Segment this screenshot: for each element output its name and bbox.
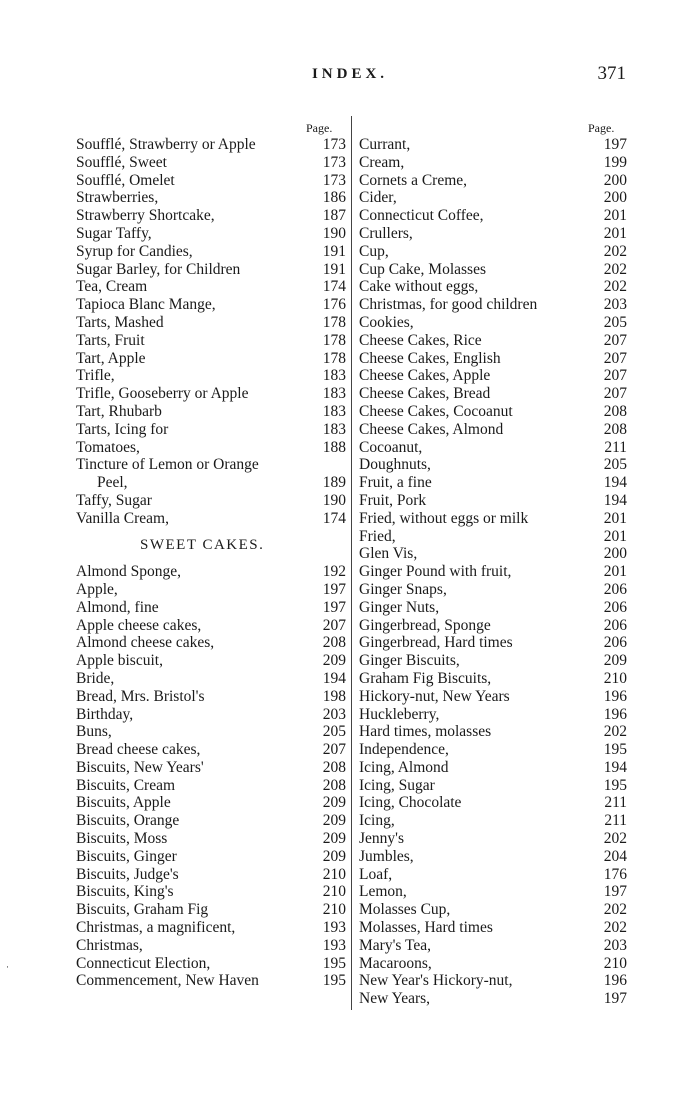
index-entry (76, 261, 346, 279)
entry-title: Ginger Snaps, (359, 580, 447, 598)
index-entry (359, 883, 627, 901)
entry-title: Icing, Sugar (359, 776, 435, 794)
entry-title: Biscuits, New Years' (76, 758, 204, 776)
entry-title: Cup Cake, Molasses (359, 260, 487, 278)
entry-page-number: 208 (322, 758, 346, 776)
entry-title: Cookies, (359, 313, 414, 331)
entry-title: Apple, (76, 580, 118, 598)
index-entry (76, 172, 346, 190)
entry-title: Cornets a Creme, (359, 171, 468, 189)
index-entry (76, 723, 346, 741)
entry-page-number: 194 (603, 491, 627, 509)
entry-page-number: 173 (322, 171, 346, 189)
entry-title: Biscuits, Moss (76, 830, 168, 848)
entry-title: Almond cheese cakes, (76, 634, 215, 652)
entry-page-number: 183 (322, 385, 346, 403)
entry-title: Graham Fig Biscuits, (359, 669, 492, 687)
index-entry (359, 901, 627, 919)
index-entry (359, 456, 627, 474)
index-entry (76, 848, 346, 866)
index-entry (76, 670, 346, 688)
entry-title: Tart, Apple (76, 349, 146, 367)
entry-page-number: 209 (322, 847, 346, 865)
index-entry (359, 474, 627, 492)
section-heading: SWEET CAKES. (140, 536, 265, 553)
entry-title: Trifle, Gooseberry or Apple (76, 385, 249, 403)
entry-page-number: 196 (603, 972, 627, 990)
index-entry (76, 866, 346, 884)
entry-page-number: 210 (603, 669, 627, 687)
entry-page-number: 190 (322, 224, 346, 242)
entry-title: Cheese Cakes, Rice (359, 331, 482, 349)
entry-title: Biscuits, Judge's (76, 865, 179, 883)
index-entry (359, 563, 627, 581)
index-entry (359, 812, 627, 830)
entry-title: Loaf, (359, 865, 393, 883)
entry-title: Commencement, New Haven (76, 972, 259, 990)
entry-page-number: 178 (322, 349, 346, 367)
entry-page-number: 205 (603, 313, 627, 331)
index-entry (76, 830, 346, 848)
index-entry (76, 883, 346, 901)
entry-page-number: 200 (603, 171, 627, 189)
entry-title: Glen Vis, (359, 545, 418, 563)
entry-title: Cheese Cakes, Cocoanut (359, 402, 513, 420)
entry-title: Cake without eggs, (359, 278, 479, 296)
entry-title: Tarts, Icing for (76, 420, 169, 438)
entry-title: Soufflé, Sweet (76, 153, 167, 171)
index-entry (76, 421, 346, 439)
entry-page-number: 207 (322, 616, 346, 634)
entry-title: Strawberries, (76, 189, 159, 207)
entry-title: Sugar Taffy, (76, 224, 152, 242)
entry-page-number: 178 (322, 331, 346, 349)
index-entry (359, 972, 627, 990)
entry-page-number: 195 (322, 972, 346, 990)
index-entry (76, 207, 346, 225)
index-entry (359, 207, 627, 225)
entry-page-number: 188 (322, 438, 346, 456)
entry-page-number: 209 (322, 794, 346, 812)
entry-title: Biscuits, Ginger (76, 847, 177, 865)
entry-title: Cocoanut, (359, 438, 423, 456)
entry-page-number: 187 (322, 207, 346, 225)
index-entry (359, 741, 627, 759)
entry-page-number: 197 (322, 598, 346, 616)
entry-title: Taffy, Sugar (76, 491, 152, 509)
entry-title: New Years, (359, 990, 431, 1008)
entry-page-number: 197 (322, 580, 346, 598)
entry-page-number: 203 (322, 705, 346, 723)
entry-title: Molasses Cup, (359, 901, 451, 919)
entry-title: Hard times, molasses (359, 723, 492, 741)
column-divider (351, 116, 352, 1010)
index-entry (359, 528, 627, 546)
entry-title: Peel, (97, 474, 128, 492)
entry-title: Crullers, (359, 224, 413, 242)
entry-page-number: 200 (603, 189, 627, 207)
entry-page-number: 208 (322, 634, 346, 652)
entry-title: Almond Sponge, (76, 563, 182, 581)
entry-page-number: 173 (322, 136, 346, 153)
entry-title: Connecticut Coffee, (359, 207, 484, 225)
entry-page-number: 190 (322, 491, 346, 509)
entry-title: Hickory-nut, New Years (359, 687, 510, 705)
entry-page-number: 194 (322, 669, 346, 687)
entry-page-number: 207 (603, 385, 627, 403)
entry-title: Tapioca Blanc Mange, (76, 296, 216, 314)
index-entry (359, 688, 627, 706)
section-heading-row (76, 528, 346, 564)
entry-page-number: 202 (603, 278, 627, 296)
index-entry (359, 848, 627, 866)
entry-page-number: 183 (322, 367, 346, 385)
entry-title: Biscuits, Orange (76, 812, 180, 830)
index-entry (359, 314, 627, 332)
entry-title: Buns, (76, 723, 112, 741)
entry-page-number: 208 (322, 776, 346, 794)
index-entry (76, 759, 346, 777)
index-entry (76, 225, 346, 243)
entry-page-number: 202 (603, 242, 627, 260)
index-entry (76, 563, 346, 581)
index-entry (359, 350, 627, 368)
entry-page-number: 183 (322, 402, 346, 420)
entry-page-number: 210 (603, 954, 627, 972)
entry-title: Molasses, Hard times (359, 919, 493, 937)
entry-title: Currant, (359, 136, 411, 153)
entry-title: Soufflé, Omelet (76, 171, 175, 189)
entry-page-number: 194 (603, 758, 627, 776)
entry-page-number: 207 (603, 367, 627, 385)
entry-page-number: 202 (603, 830, 627, 848)
index-entry (76, 599, 346, 617)
index-entry (76, 937, 346, 955)
entry-page-number: 206 (603, 580, 627, 598)
entry-title: Biscuits, Graham Fig (76, 901, 209, 919)
index-entry (359, 955, 627, 973)
index-entry (76, 652, 346, 670)
entry-title: Bride, (76, 669, 115, 687)
entry-page-number: 203 (603, 296, 627, 314)
index-entry (359, 634, 627, 652)
index-entry (359, 723, 627, 741)
entry-page-number: 205 (603, 456, 627, 474)
index-entry (76, 456, 346, 474)
entry-page-number: 207 (603, 331, 627, 349)
index-entry (76, 510, 346, 528)
index-entry (359, 919, 627, 937)
entry-title: Gingerbread, Sponge (359, 616, 491, 634)
entry-page-number: 192 (322, 563, 346, 581)
entry-title: Tarts, Fruit (76, 331, 145, 349)
entry-title: Lemon, (359, 883, 407, 901)
index-entry (359, 510, 627, 528)
entry-title: Biscuits, Cream (76, 776, 176, 794)
index-entry (359, 261, 627, 279)
entry-title: Tomatoes, (76, 438, 140, 456)
entry-title: Cider, (359, 189, 397, 207)
entry-title: Tart, Rhubarb (76, 402, 162, 420)
entry-title: Fried, (359, 527, 396, 545)
entry-page-number: 200 (603, 545, 627, 563)
index-entry (359, 492, 627, 510)
index-entry (359, 599, 627, 617)
entry-title: Jumbles, (359, 847, 414, 865)
entry-title: Biscuits, King's (76, 883, 174, 901)
entry-title: Cup, (359, 242, 389, 260)
entry-page-number: 195 (603, 776, 627, 794)
index-entry (76, 955, 346, 973)
entry-title: Fruit, Pork (359, 491, 427, 509)
index-entry (359, 278, 627, 296)
entry-page-number: 186 (322, 189, 346, 207)
entry-title: Ginger Nuts, (359, 598, 440, 616)
index-entry (76, 741, 346, 759)
index-entry (76, 350, 346, 368)
index-entry (76, 403, 346, 421)
index-entry (76, 794, 346, 812)
index-entry (76, 492, 346, 510)
index-entry (76, 777, 346, 795)
entry-page-number: 201 (603, 207, 627, 225)
entry-page-number: 204 (603, 847, 627, 865)
entry-page-number: 207 (603, 349, 627, 367)
entry-title: Apple cheese cakes, (76, 616, 202, 634)
entry-title: Tarts, Mashed (76, 313, 164, 331)
entry-page-number: 197 (603, 990, 627, 1008)
index-entry (76, 901, 346, 919)
entry-page-number: 211 (604, 438, 627, 456)
entry-page-number: 198 (322, 687, 346, 705)
index-entry (76, 136, 346, 154)
entry-page-number: 210 (322, 883, 346, 901)
entry-page-number: 183 (322, 420, 346, 438)
entry-title: Fried, without eggs or milk (359, 509, 529, 527)
entry-title: Cream, (359, 153, 405, 171)
entry-page-number: 196 (603, 705, 627, 723)
entry-page-number: 206 (603, 634, 627, 652)
entry-title: Huckleberry, (359, 705, 440, 723)
index-entry (76, 243, 346, 261)
index-entry (359, 403, 627, 421)
index-entry (76, 972, 346, 990)
entry-page-number: 174 (322, 509, 346, 527)
entry-title: Strawberry Shortcake, (76, 207, 215, 225)
entry-page-number: 202 (603, 919, 627, 937)
index-entry (359, 670, 627, 688)
index-entry (359, 385, 627, 403)
index-entry (359, 866, 627, 884)
entry-title: Christmas, for good children (359, 296, 538, 314)
entry-title: Ginger Biscuits, (359, 652, 460, 670)
entry-title: Almond, fine (76, 598, 159, 616)
entry-title: Trifle, (76, 367, 115, 385)
entry-title: Syrup for Candies, (76, 242, 193, 260)
entry-title: Gingerbread, Hard times (359, 634, 513, 652)
entry-title: Tincture of Lemon or Orange (76, 456, 259, 474)
entry-title: Birthday, (76, 705, 134, 723)
entry-title: Cheese Cakes, Bread (359, 385, 491, 403)
entry-page-number: 205 (322, 723, 346, 741)
index-entry (76, 314, 346, 332)
entry-page-number: 206 (603, 616, 627, 634)
entry-title: Connecticut Election, (76, 954, 211, 972)
entry-title: New Year's Hickory-nut, (359, 972, 513, 990)
left-index-column (76, 136, 346, 990)
entry-page-number: 208 (603, 420, 627, 438)
index-entry (359, 581, 627, 599)
entry-page-number: 202 (603, 723, 627, 741)
entry-title: Bread cheese cakes, (76, 741, 201, 759)
entry-title: Biscuits, Apple (76, 794, 171, 812)
index-entry (76, 919, 346, 937)
index-entry (76, 332, 346, 350)
entry-title: Mary's Tea, (359, 936, 432, 954)
entry-title: Cheese Cakes, Almond (359, 420, 504, 438)
entry-title: Jenny's (359, 830, 404, 848)
index-entry (359, 617, 627, 635)
index-entry (359, 421, 627, 439)
entry-title: Fruit, a fine (359, 474, 432, 492)
entry-title: Ginger Pound with fruit, (359, 563, 512, 581)
entry-page-number: 209 (322, 652, 346, 670)
index-entry (76, 812, 346, 830)
entry-page-number: 209 (603, 652, 627, 670)
index-entry (359, 706, 627, 724)
entry-page-number: 202 (603, 901, 627, 919)
right-index-column (359, 136, 627, 1008)
index-entry (76, 296, 346, 314)
entry-page-number: 176 (603, 865, 627, 883)
entry-page-number: 197 (603, 136, 627, 153)
entry-title: Icing, Almond (359, 758, 449, 776)
entry-title: Christmas, a magnificent, (76, 919, 236, 937)
entry-title: Icing, Chocolate (359, 794, 462, 812)
entry-title: Bread, Mrs. Bristol's (76, 687, 205, 705)
index-entry (359, 439, 627, 457)
entry-page-number: 201 (603, 224, 627, 242)
entry-page-number: 209 (322, 830, 346, 848)
entry-page-number: 193 (322, 919, 346, 937)
index-entry (76, 278, 346, 296)
index-entry (359, 990, 627, 1008)
index-entry (359, 777, 627, 795)
running-title: INDEX. (311, 66, 389, 82)
margin-mark: · (6, 962, 9, 972)
index-entry (359, 189, 627, 207)
entry-page-number: 176 (322, 296, 346, 314)
index-entry (76, 617, 346, 635)
entry-page-number: 206 (603, 598, 627, 616)
entry-title: Doughnuts, (359, 456, 431, 474)
index-entry (76, 367, 346, 385)
entry-page-number: 174 (322, 278, 346, 296)
entry-page-number: 189 (322, 474, 346, 492)
page-number: 371 (597, 63, 626, 84)
entry-title: Macaroons, (359, 954, 432, 972)
entry-title: Independence, (359, 741, 449, 759)
entry-page-number: 201 (603, 509, 627, 527)
index-entry (76, 706, 346, 724)
entry-page-number: 201 (603, 527, 627, 545)
left-page-column-label: Page. (306, 121, 333, 135)
index-entry (76, 154, 346, 172)
entry-page-number: 196 (603, 687, 627, 705)
index-entry (76, 688, 346, 706)
entry-page-number: 193 (322, 936, 346, 954)
entry-page-number: 210 (322, 865, 346, 883)
entry-page-number: 210 (322, 901, 346, 919)
entry-title: Tea, Cream (76, 278, 148, 296)
index-entry (359, 652, 627, 670)
entry-page-number: 178 (322, 313, 346, 331)
entry-title: Cheese Cakes, Apple (359, 367, 491, 385)
entry-title: Cheese Cakes, English (359, 349, 501, 367)
entry-title: Vanilla Cream, (76, 509, 169, 527)
index-entry (76, 439, 346, 457)
index-entry (359, 243, 627, 261)
entry-page-number: 199 (603, 153, 627, 171)
index-entry (76, 189, 346, 207)
entry-page-number: 197 (603, 883, 627, 901)
index-entry (359, 225, 627, 243)
entry-page-number: 211 (604, 794, 627, 812)
index-entry (76, 385, 346, 403)
entry-page-number: 201 (603, 563, 627, 581)
entry-title: Soufflé, Strawberry or Apple (76, 136, 256, 153)
entry-page-number: 194 (603, 474, 627, 492)
entry-title: Christmas, (76, 936, 143, 954)
entry-page-number: 195 (322, 954, 346, 972)
entry-page-number: 211 (604, 812, 627, 830)
entry-page-number: 208 (603, 402, 627, 420)
entry-page-number: 203 (603, 936, 627, 954)
index-entry (76, 581, 346, 599)
index-entry (359, 172, 627, 190)
index-entry (359, 136, 627, 154)
entry-title: Icing, (359, 812, 395, 830)
right-page-column-label: Page. (588, 121, 615, 135)
index-entry (76, 634, 346, 652)
entry-page-number: 173 (322, 153, 346, 171)
index-entry (359, 154, 627, 172)
index-entry (359, 332, 627, 350)
entry-title: Apple biscuit, (76, 652, 163, 670)
index-entry (359, 759, 627, 777)
entry-page-number: 202 (603, 260, 627, 278)
index-entry (359, 830, 627, 848)
entry-page-number: 209 (322, 812, 346, 830)
entry-title: Sugar Barley, for Children (76, 260, 241, 278)
entry-page-number: 207 (322, 741, 346, 759)
index-entry (359, 794, 627, 812)
index-entry (359, 367, 627, 385)
entry-page-number: 195 (603, 741, 627, 759)
index-entry (76, 474, 346, 492)
index-entry (359, 296, 627, 314)
entry-page-number: 191 (322, 242, 346, 260)
index-entry (359, 545, 627, 563)
entry-page-number: 191 (322, 260, 346, 278)
index-entry (359, 937, 627, 955)
